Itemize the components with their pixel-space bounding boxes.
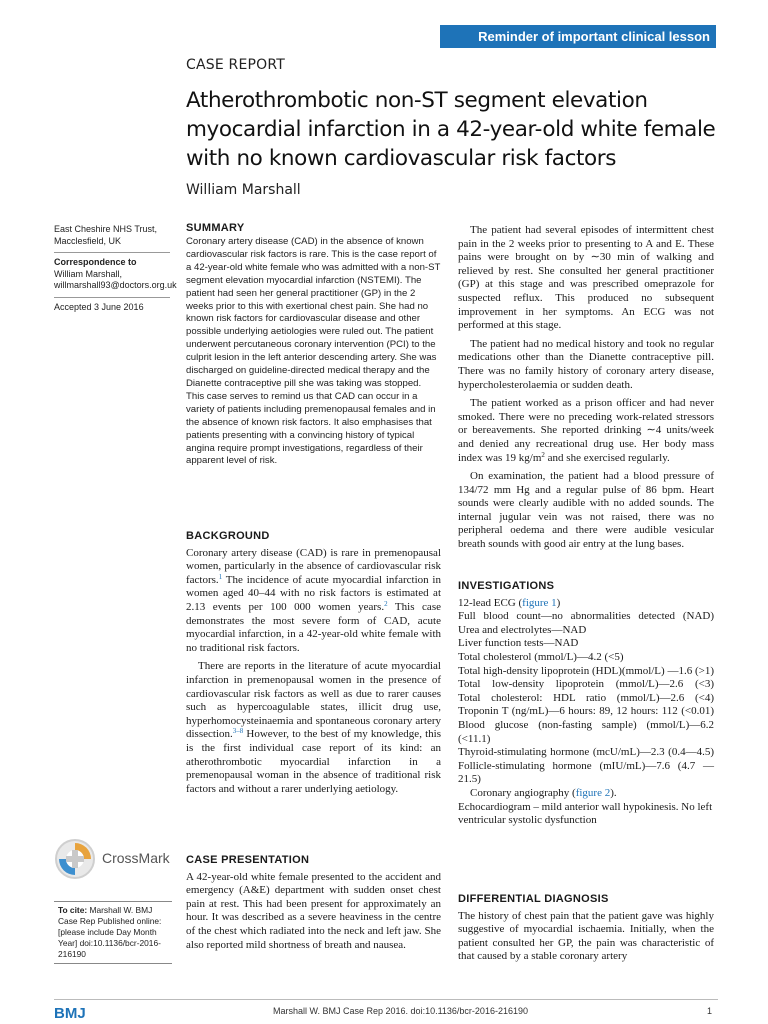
investigation-item: Thyroid-stimulating hormone (mcU/mL)—2.3 (0.4—4.5) xyxy=(458,746,714,759)
investigation-item: Full blood count—no abnormalities detected (NAD) xyxy=(458,610,714,623)
investigations-section xyxy=(458,580,714,828)
accepted-date: Accepted 3 June 2016 xyxy=(54,301,144,312)
reference-link[interactable]: 1 xyxy=(218,572,223,581)
affiliation-line: East Cheshire NHS Trust, xyxy=(54,224,158,234)
differential-heading: DIFFERENTIAL DIAGNOSIS xyxy=(458,893,609,905)
differential-section xyxy=(458,893,714,964)
divider xyxy=(54,297,170,298)
background-paragraph: Coronary artery disease (CAD) is rare in premenopausal women, particularly in the absence of cardiovascular risk factors.$^1$ The incidence of acute myocardial infarction in women aged 40–44 with no risk factors is estimated at 2.13 events per 100 000 women years.$^2$ This case demonstrates the most severe form of CAD, acute myocardial infarction, in a 42-year-old white female with no traditional risk factors. xyxy=(186,546,441,654)
article-title: Atherothrombotic non-ST segment elevation myocardial infarction in a 42-year-old white female with no known cardiovascular risk factors xyxy=(186,88,716,171)
investigation-item: Total cholesterol: HDL ratio (mmol/L)—2.6 (<4) xyxy=(458,691,714,704)
investigation-item: Urea and electrolytes—NAD xyxy=(458,623,587,636)
background-paragraph: There are reports in the literature of acute myocardial infarction in premenopausal women in the presence of cardiovascular risk factors as well as due to rarer causes such as hypercoagulable states, illicit drug use, hyperhomocysteinaemia and spontaneous coronary artery dissection.$^{3-8}$ However, to the best of my knowledge, this is the first individual case report of its kind: an atherothrombotic myocardial infarction in a premenopausal woman in the absence of traditional risk factors and without a rarer underlying aetiology. xyxy=(186,660,441,795)
crossmark-icon xyxy=(54,838,96,880)
investigation-item: Liver function tests—NAD xyxy=(458,637,579,650)
reference-link[interactable]: 2 xyxy=(384,599,388,608)
investigation-item: Total cholesterol (mmol/L)—4.2 (<5) xyxy=(458,650,624,663)
case-presentation-paragraph: A 42-year-old white female presented to the accident and emergency (A&E) department with sudden onset chest pain at rest. This had been present for approximately an hour. It was described as a severe heaviness in the centre of the chest which radiated into the neck and left jaw. She also reported mild shortness of breath and nausea. xyxy=(186,870,441,951)
crossmark-label: CrossMark xyxy=(102,850,170,866)
author-name: William Marshall xyxy=(186,182,301,198)
history-paragraph: The patient worked as a prison officer and had never smoked. There were no preceding work-related stressors or bereavements. She reported drinking ∼4 units/week and denied any recreational drug use. Her body mass index was 19 $kg/m^2$ and she exercised regularly. xyxy=(458,397,714,464)
history-paragraph: The patient had several episodes of intermittent chest pain in the 2 weeks prior to presenting to A and E. These pains were brought on by ∼30 min of walking and relieved by rest. She consulted her general practitioner (GP) at this stage and was prescribed omeprazole for suspected reflux. This produced no subsequent improvement in her symptoms. An ECG was not performed at this stage. xyxy=(458,224,714,332)
summary-heading: SUMMARY xyxy=(186,222,245,234)
footer-divider xyxy=(54,999,718,1000)
case-presentation-section xyxy=(186,854,441,952)
bmj-logo: BMJ xyxy=(54,1005,86,1022)
summary-section xyxy=(186,222,441,468)
examination-paragraph: On examination, the patient had a blood pressure of 134/72 mm Hg and a regular pulse of 86 bpm. Heart sounds were clearly audible with no added sounds. The internal jugular vein was not raised, there was no peripheral oedema and there were audible vesicular breath sounds with good air entry at the lung bases. xyxy=(458,470,714,551)
sidebar-affiliation xyxy=(54,224,177,313)
footer-citation: Marshall W. BMJ Case Rep 2016. doi:10.1136/bcr-2016-216190 xyxy=(273,1006,528,1016)
figure-2-link[interactable]: figure 2 xyxy=(575,786,611,799)
investigation-item: Total low-density lipoprotein (mmol/L)—2.6 (<3) xyxy=(458,678,714,691)
reference-link[interactable]: 3–8 xyxy=(232,727,244,736)
right-column xyxy=(458,224,714,552)
crossmark-badge[interactable] xyxy=(54,838,184,884)
divider xyxy=(54,252,170,253)
correspondence-name: William Marshall, xyxy=(54,268,123,279)
investigation-item: Troponin T (ng/mL)—6 hours: 89, 12 hours: 112 (<0.01) xyxy=(458,705,714,718)
cite-label: To cite: xyxy=(58,905,88,915)
history-paragraph: The patient had no medical history and took no regular medications other than the Dianette contraceptive pill. There was no family history of coronary artery disease, hypercholesterolaemia or sudden death. xyxy=(458,337,714,391)
investigation-item: Coronary angiography (figure 2). xyxy=(470,786,617,799)
page-number: 1 xyxy=(707,1006,713,1016)
background-heading: BACKGROUND xyxy=(186,530,270,542)
investigation-item: Total high-density lipoprotein (HDL)(mmol/L) —1.6 (>1) xyxy=(458,664,714,677)
left-column xyxy=(186,530,441,796)
investigation-list xyxy=(458,610,714,787)
case-report-label: CASE REPORT xyxy=(186,57,286,73)
correspondence-email[interactable]: willmarshall93@doctors.org.uk xyxy=(54,280,177,290)
investigation-item: Follicle-stimulating hormone (mIU/mL)—7.6 (4.7 —21.5) xyxy=(458,759,714,786)
article-type-banner: Reminder of important clinical lesson xyxy=(440,25,716,48)
investigations-heading: INVESTIGATIONS xyxy=(458,580,555,592)
summary-text: Coronary artery disease (CAD) in the absence of known cardiovascular risk factors is rare. This is the case report of a 42-year-old white female who was admitted with a non-ST segment elevation myocardial infarction (NSTEMI). The patient had seen her general practitioner (GP) in the 2 weeks prior to this with exertional chest pain. She had no known risk factors for cardiovascular disease and other possible underlying aetiologies were ruled out. The patient underwent percutaneous coronary intervention (PCI) to the culprit lesion in the left anterior descending artery. She was discharged on guideline-directed medical therapy and the Dianette contraceptive pill she was taking was stopped. This case serves to remind us that CAD can occur in a variety of patients including premenopausal females and in the absence of known risk factors. It also emphasises that patients presenting with a convincing history of typical angina require prompt investigations, regardless of their apparent level of risk. xyxy=(186,236,441,467)
investigation-item: 12-lead ECG (figure 1) xyxy=(458,596,561,609)
figure-1-link[interactable]: figure 1 xyxy=(522,596,557,609)
differential-paragraph: The history of chest pain that the patient gave was highly suggestive of myocardial ischaemia. Initially, when the patient consulted her GP, the pain was characteristic of that caused by a stable coronary artery xyxy=(458,909,714,963)
echo-result: Echocardiogram – mild anterior wall hypokinesis. No left ventricular systolic dysfunction xyxy=(458,800,713,827)
cite-text: Marshall W. BMJ Case Rep Published online: [please include Day Month Year] doi:10.1136/bcr-2016-216190 xyxy=(58,905,162,959)
citation-box xyxy=(54,901,172,964)
affiliation-line: Macclesfield, UK xyxy=(54,235,122,246)
correspondence-label: Correspondence to xyxy=(54,257,137,267)
case-presentation-heading: CASE PRESENTATION xyxy=(186,854,310,866)
investigation-item: Blood glucose (non-fasting sample) (mmol/L)—6.2 (<11.1) xyxy=(458,718,714,745)
